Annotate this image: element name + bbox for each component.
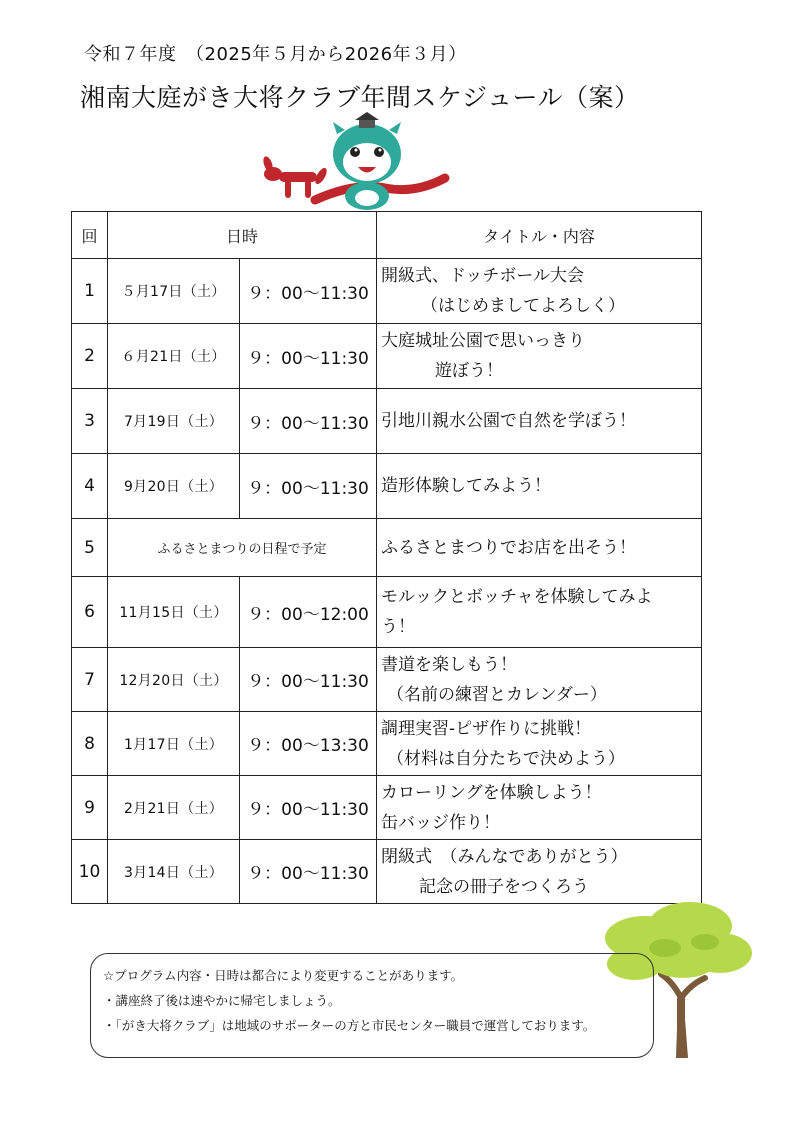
- session-title-line1: ふるさとまつりでお店を出そう！: [381, 537, 637, 558]
- table-row: [72, 389, 702, 454]
- table-row: [72, 712, 702, 776]
- session-date: ５月17日（土）: [108, 259, 240, 324]
- session-time: ９：00～11:30: [240, 324, 377, 389]
- table-row: [72, 776, 702, 840]
- session-number: 3: [72, 389, 108, 454]
- table-row: [72, 577, 702, 648]
- table-row: [72, 454, 702, 519]
- note-line: ・講座終了後は速やかに帰宅しましょう。: [103, 993, 341, 1008]
- session-time: ９：00～11:30: [240, 389, 377, 454]
- header-title: タイトル・内容: [377, 212, 702, 259]
- session-date: 3月14日（土）: [108, 840, 240, 904]
- notes-box: [90, 953, 654, 1058]
- note-line: ・「がき大将クラブ」は地域のサポーターの方と市民センター職員で運営しております。: [103, 1018, 596, 1033]
- session-title-line2: （材料は自分たちで決めよう）: [387, 748, 625, 769]
- session-date: ６月21日（土）: [108, 324, 240, 389]
- session-title: [377, 519, 702, 577]
- session-time: ９：00～11:30: [240, 259, 377, 324]
- session-number: 1: [72, 259, 108, 324]
- session-title: [377, 389, 702, 454]
- session-number: 7: [72, 648, 108, 712]
- session-title-line1: カローリングを体験しよう！: [381, 782, 602, 803]
- table-row: [72, 259, 702, 324]
- session-number: 9: [72, 776, 108, 840]
- session-time: ９：00～11:30: [240, 840, 377, 904]
- header-datetime: 日時: [108, 212, 377, 259]
- session-title-line1: モルックとボッチャを体験してみよ: [381, 587, 653, 607]
- session-title: [377, 577, 702, 648]
- session-title: [377, 712, 702, 776]
- session-title-line1: 閉級式 （みんなでありがとう）: [381, 846, 628, 867]
- page-title: 湘南大庭がき大将クラブ年間スケジュール（案）: [80, 83, 640, 112]
- session-title-line2: 記念の冊子をつくろう: [419, 876, 590, 897]
- session-date: 12月20日（土）: [108, 648, 240, 712]
- session-time: ９：00～13:30: [240, 712, 377, 776]
- header-no: 回: [72, 212, 108, 259]
- session-title-line2: （名前の練習とカレンダー）: [387, 684, 607, 705]
- session-title-line2: （はじめましてよろしく）: [421, 296, 626, 316]
- table-row: [72, 519, 702, 577]
- session-date: 11月15日（土）: [108, 577, 240, 648]
- session-title-line1: 調理実習-ピザ作りに挑戦！: [381, 718, 592, 739]
- session-time: ９：00～11:30: [240, 776, 377, 840]
- session-time: ９：00～11:30: [240, 454, 377, 519]
- table-row: [72, 648, 702, 712]
- session-title: [377, 648, 702, 712]
- session-number: 2: [72, 324, 108, 389]
- mascot-character-icon: [255, 112, 455, 212]
- session-title-line2: 遊ぼう！: [435, 361, 504, 381]
- table-header-row: [72, 212, 702, 259]
- session-title-line2: 缶バッジ作り！: [381, 812, 501, 833]
- session-title-line1: 引地川親水公園で自然を学ぼう！: [381, 411, 637, 431]
- table-row: [72, 324, 702, 389]
- session-date: 2月21日（土）: [108, 776, 240, 840]
- session-date: 7月19日（土）: [108, 389, 240, 454]
- session-title-line1: 造形体験してみよう！: [381, 476, 552, 496]
- session-date: 1月17日（土）: [108, 712, 240, 776]
- session-title-line1: 大庭城址公園で思いっきり: [381, 331, 586, 351]
- session-date-tbd: ふるさとまつりの日程で予定: [108, 519, 377, 577]
- session-time: ９：00～12:00: [240, 577, 377, 648]
- note-line: ☆プログラム内容・日時は都合により変更することがあります。: [103, 968, 464, 983]
- schedule-table: [71, 211, 702, 904]
- session-title: [377, 776, 702, 840]
- session-number: 8: [72, 712, 108, 776]
- session-time: ９：00～11:30: [240, 648, 377, 712]
- session-number: 6: [72, 577, 108, 648]
- session-number: 5: [72, 519, 108, 577]
- session-title-line1: 開級式、ドッチボール大会: [381, 266, 584, 286]
- session-date: 9月20日（土）: [108, 454, 240, 519]
- session-title: [377, 259, 702, 324]
- session-title: [377, 840, 702, 904]
- fiscal-year-heading: 令和７年度 （2025年５月から2026年３月）: [84, 44, 467, 65]
- session-title-line1: 書道を楽しもう！: [381, 654, 518, 675]
- session-number: 4: [72, 454, 108, 519]
- session-number: 10: [72, 840, 108, 904]
- table-row: [72, 840, 702, 904]
- session-title-line2: う！: [381, 617, 416, 637]
- session-title: [377, 324, 702, 389]
- session-title: [377, 454, 702, 519]
